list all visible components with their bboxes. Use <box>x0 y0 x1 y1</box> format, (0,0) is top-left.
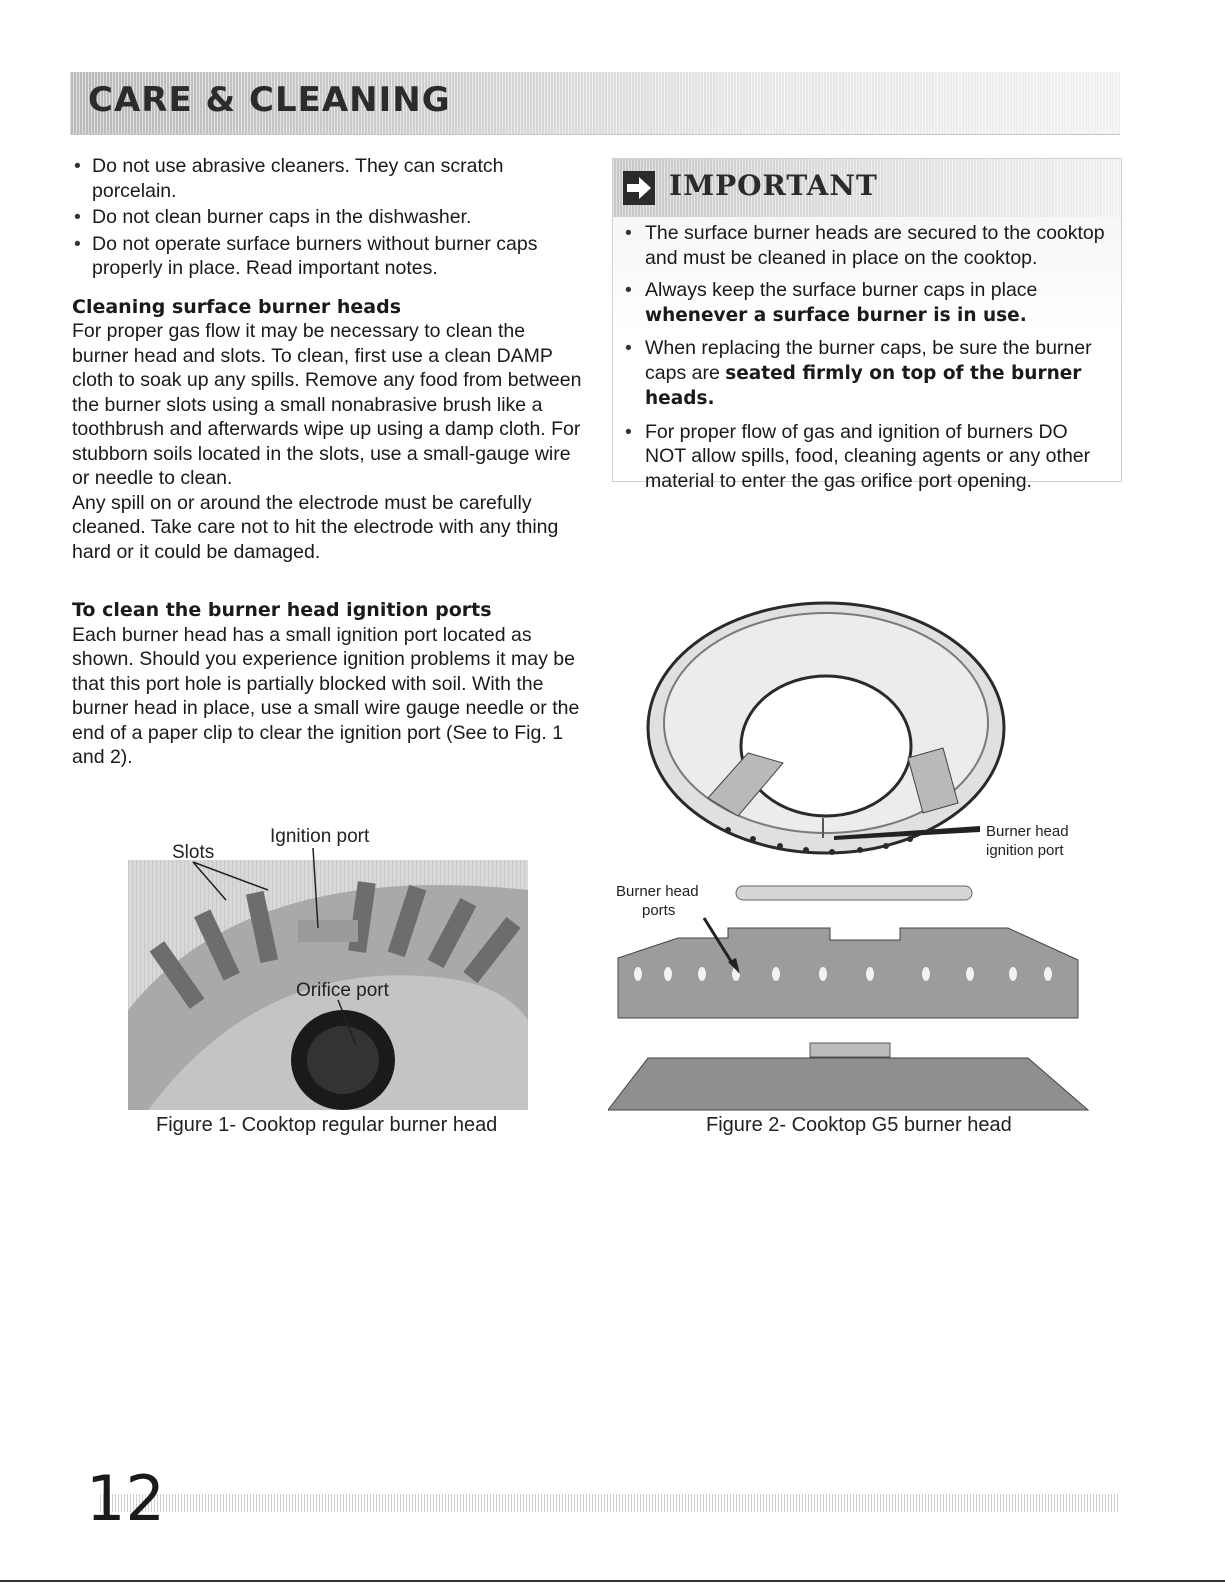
important-title: IMPORTANT <box>669 169 878 202</box>
figure-2-caption: Figure 2- Cooktop G5 burner head <box>706 1114 1012 1136</box>
ports-label-line2: ports <box>642 902 676 919</box>
important-header <box>613 159 1121 217</box>
emphasis-text: whenever a surface burner is in use. <box>645 304 1027 326</box>
page-number: 12 <box>86 1462 165 1535</box>
list-item: • The surface burner heads are secured to the cooktop and must be cleaned in place on the cooktop. <box>623 221 1111 270</box>
section-heading: To clean the burner head ignition ports <box>72 599 492 621</box>
section-banner <box>70 72 1120 135</box>
ports-label-line1: Burner head <box>616 883 699 900</box>
arrow-right-icon <box>623 171 655 205</box>
important-notice <box>612 158 1122 492</box>
body-paragraph: Any spill on or around the electrode must be carefully cleaned. Take care not to hit the electrode with any thing hard or it could be damaged. <box>72 491 559 563</box>
list-item: • Always keep the surface burner caps in place whenever a surface burner is in use. <box>623 278 1111 328</box>
list-item: • Do not clean burner caps in the dishwasher. <box>72 205 582 230</box>
figure-1 <box>128 820 528 1110</box>
ignition-column <box>72 598 582 770</box>
slots-label: Slots <box>172 842 215 863</box>
intro-column <box>72 154 582 564</box>
ignition-port-label: Ignition port <box>270 826 370 847</box>
ignition-port-label-line2: ignition port <box>986 842 1064 859</box>
important-list <box>613 221 1121 493</box>
bottom-divider <box>0 1580 1225 1582</box>
list-item: • Do not operate surface burners without burner caps properly in place. Read important notes. <box>72 232 582 281</box>
orifice-port-label: Orifice port <box>296 980 389 1001</box>
footer-rule <box>100 1494 1120 1512</box>
caution-list <box>72 154 582 281</box>
figure-2 <box>608 588 1108 1118</box>
emphasis-text: seated firmly on top of the burner heads. <box>645 362 1082 409</box>
ignition-port-label-line1: Burner head <box>986 823 1069 840</box>
list-item: • Do not use abrasive cleaners. They can scratch porcelain. <box>72 154 582 203</box>
body-paragraph: Each burner head has a small ignition port located as shown. Should you experience ignition problems it may be that this port hole is partially blocked with soil. With the burner head in place, use a small wire gauge needle or the end of a paper clip to clear the ignition port (See to Fig. 1 and 2). <box>72 623 580 768</box>
section-heading: Cleaning surface burner heads <box>72 295 402 318</box>
body-paragraph: For proper gas flow it may be necessary to clean the burner head and slots. To clean, first use a clean DAMP cloth to soak up any spills. Remove any food from between the burner slots using a small nonabrasive brush like a toothbrush and afterwards wipe up using a damp cloth. For stubborn soils located in the slots, use a small-gauge wire or needle to clean. <box>72 320 582 489</box>
list-item: • When replacing the burner caps, be sure the burner caps are seated firmly on top of the burner heads. <box>623 336 1111 412</box>
page-title: CARE & CLEANING <box>88 80 451 120</box>
list-item: • For proper flow of gas and ignition of burners DO NOT allow spills, food, cleaning agents or any other material to enter the gas orifice port opening. <box>623 420 1111 494</box>
figure-1-caption: Figure 1- Cooktop regular burner head <box>156 1114 498 1136</box>
